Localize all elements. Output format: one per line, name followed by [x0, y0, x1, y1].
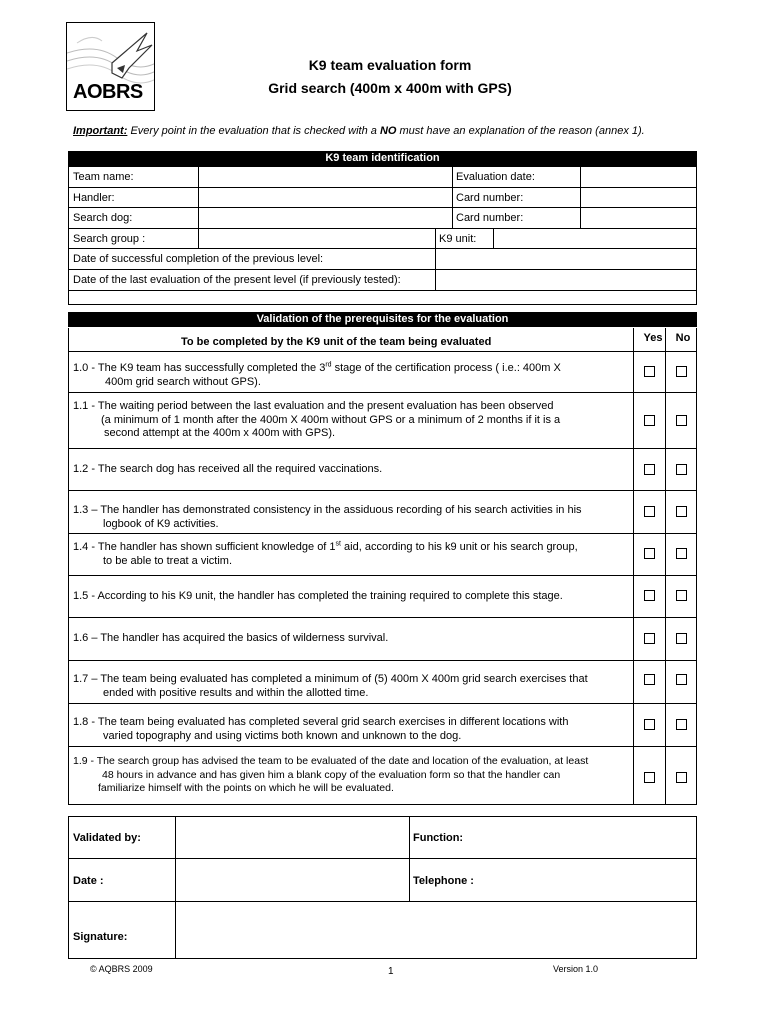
date-completion-field[interactable] [436, 249, 696, 269]
yes-checkbox[interactable] [644, 674, 655, 685]
footer-page-number: 1 [388, 966, 394, 977]
signoff-table [68, 816, 697, 959]
date-row [69, 859, 696, 902]
yes-checkbox[interactable] [644, 772, 655, 783]
k9-unit-label: K9 unit: [439, 232, 477, 245]
handler-row [69, 188, 696, 209]
validation-title: Validation of the prerequisites for the evaluation [68, 312, 697, 327]
validated-by-label: Validated by: [73, 832, 141, 844]
list-item [69, 747, 696, 804]
function-label: Function: [413, 832, 464, 844]
yes-checkbox[interactable] [644, 590, 655, 601]
search-dog-label: Search dog: [73, 212, 133, 225]
list-item [69, 618, 696, 661]
yes-checkbox[interactable] [644, 506, 655, 517]
item-text: 1.0 - The K9 team has successfully completed the 3rd stage of the certification process ( i.e.: 400m X 400m grid search without GPS). [73, 361, 561, 388]
telephone-field[interactable] [489, 859, 696, 901]
date-last-eval-label: Date of the last evaluation of the present level (if previously tested): [73, 273, 401, 286]
important-no: NO [379, 125, 397, 137]
yes-checkbox[interactable] [644, 366, 655, 377]
form-title: K9 team evaluation form [308, 57, 472, 73]
logo-text: AOBRS [73, 81, 143, 103]
no-checkbox[interactable] [676, 366, 687, 377]
team-name-label: Team name: [73, 171, 134, 183]
no-checkbox[interactable] [676, 772, 687, 783]
validated-by-field[interactable] [176, 817, 409, 858]
search-group-label: Search group : [73, 232, 146, 245]
important-text-end: must have an explanation of the reason (annex 1). [396, 125, 645, 137]
date-field[interactable] [176, 859, 409, 901]
validation-subtitle: To be completed by the K9 unit of the team being evaluated [181, 336, 492, 348]
evaluation-date-label: Evaluation date: [456, 171, 535, 183]
validation-header [68, 328, 697, 352]
list-item [69, 704, 696, 747]
yes-column-header: Yes [643, 332, 663, 344]
telephone-label: Telephone : [413, 875, 474, 887]
list-item [69, 449, 696, 491]
search-dog-row [69, 208, 696, 229]
card-number-label: Card number: [456, 191, 524, 204]
search-dog-field[interactable] [199, 208, 452, 228]
yes-checkbox[interactable] [644, 719, 655, 730]
identification-title: K9 team identification [68, 151, 697, 166]
item-text: 1.1 - The waiting period between the last evaluation and the present evaluation has been observed (a minimum of 1 month after the 400m X 400m without GPS or a minimum of 2 months if it is a second attempt at the 400m x 400m with GPS). [73, 400, 561, 439]
team-name-row [69, 167, 696, 188]
no-checkbox[interactable] [676, 415, 687, 426]
dog-card-number-field[interactable] [581, 208, 696, 228]
no-checkbox[interactable] [676, 674, 687, 685]
function-field[interactable] [479, 817, 696, 858]
no-checkbox[interactable] [676, 590, 687, 601]
search-group-row [69, 229, 696, 250]
list-item [69, 352, 696, 393]
item-text: 1.9 - The search group has advised the team to be evaluated of the date and location of the evaluation, at least 48 hours in advance and has given him a blank copy of the evaluation form so that the handler can familiarize himself with the points on which he will be evaluated. [73, 755, 589, 794]
list-item [69, 576, 696, 618]
handler-card-number-field[interactable] [581, 188, 696, 208]
card-number-label: Card number: [456, 212, 524, 225]
footer-version: Version 1.0 [553, 964, 599, 974]
validation-items [68, 352, 697, 805]
no-checkbox[interactable] [676, 506, 687, 517]
handler-label: Handler: [73, 191, 115, 204]
signature-label: Signature: [73, 931, 128, 943]
item-text: 1.3 – The handler has demonstrated consistency in the assiduous recording of his search activities in his logbook of K9 activities. [73, 504, 582, 530]
item-text: 1.4 - The handler has shown sufficient knowledge of 1st aid, according to his k9 unit or his search group, to be able to treat a victim. [73, 540, 578, 567]
signature-row [69, 902, 696, 958]
spacer-row [69, 291, 696, 304]
item-text: 1.8 - The team being evaluated has completed several grid search exercises in different locations with varied topography and using victims both known and unknown to the dog. [73, 716, 569, 742]
yes-checkbox[interactable] [644, 415, 655, 426]
item-text: 1.5 - According to his K9 unit, the handler has completed the training required to complete this stage. [73, 590, 563, 602]
date-completion-row [69, 249, 696, 270]
no-checkbox[interactable] [676, 464, 687, 475]
yes-checkbox[interactable] [644, 464, 655, 475]
date-last-eval-row [69, 270, 696, 291]
footer-copyright: © AQBRS 2009 [90, 964, 153, 974]
search-group-field[interactable] [199, 229, 435, 249]
evaluation-date-field[interactable] [581, 167, 696, 187]
item-text: 1.7 – The team being evaluated has completed a minimum of (5) 400m X 400m grid search exercises that ended with positive results and within the allotted time. [73, 673, 588, 699]
signature-field[interactable] [176, 902, 696, 958]
important-label: Important: [73, 125, 128, 137]
date-label: Date : [73, 875, 104, 887]
yes-checkbox[interactable] [644, 633, 655, 644]
item-text: 1.6 – The handler has acquired the basics of wilderness survival. [73, 632, 389, 644]
k9-unit-field[interactable] [494, 229, 696, 249]
date-completion-label: Date of successful completion of the previous level: [73, 253, 324, 266]
date-last-eval-field[interactable] [436, 270, 696, 290]
important-text: Every point in the evaluation that is checked with a [127, 125, 380, 137]
no-checkbox[interactable] [676, 548, 687, 559]
list-item [69, 393, 696, 449]
identification-table [68, 166, 697, 305]
list-item [69, 661, 696, 704]
no-checkbox[interactable] [676, 719, 687, 730]
yes-checkbox[interactable] [644, 548, 655, 559]
list-item [69, 534, 696, 576]
handler-field[interactable] [199, 188, 452, 208]
validated-by-row [69, 817, 696, 859]
item-text: 1.2 - The search dog has received all the required vaccinations. [73, 463, 383, 475]
aobrs-logo [66, 22, 155, 111]
important-note [73, 125, 645, 137]
no-checkbox[interactable] [676, 633, 687, 644]
form-subtitle: Grid search (400m x 400m with GPS) [268, 80, 512, 96]
no-column-header: No [675, 332, 691, 344]
list-item [69, 491, 696, 534]
